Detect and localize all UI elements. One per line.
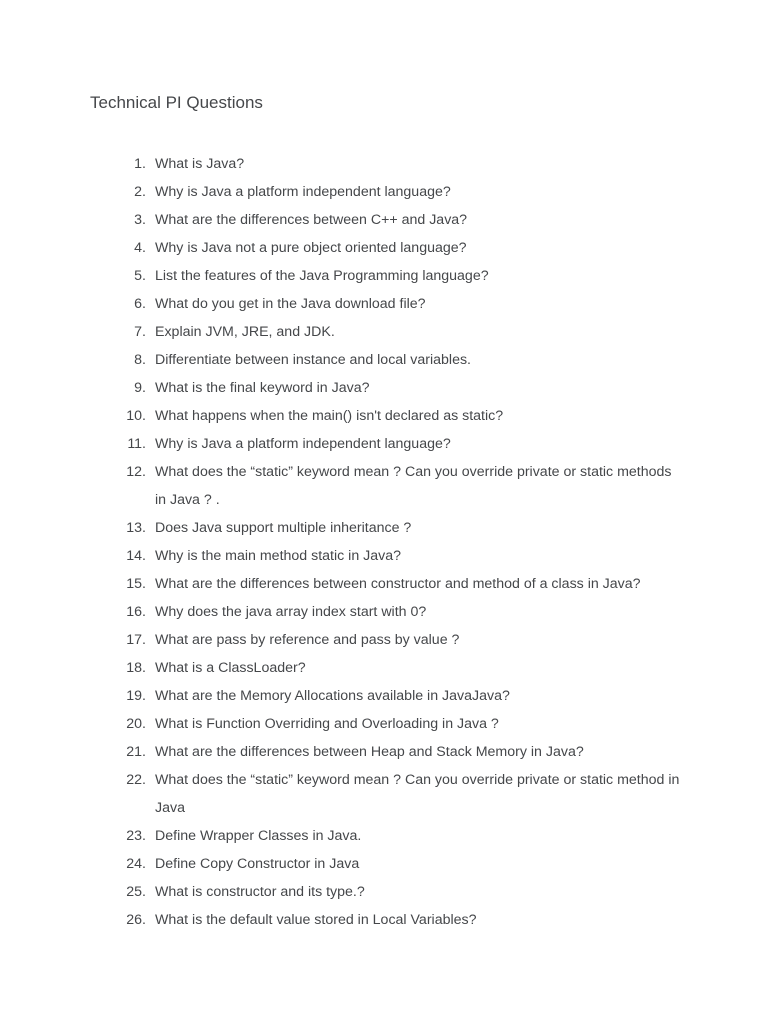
question-number: 2. (134, 184, 146, 200)
list-item (0, 710, 768, 738)
question-text: What happens when the main() isn't declared as static? (155, 408, 504, 424)
question-text: What are the differences between constructor and method of a class in Java? (155, 576, 641, 592)
question-text: Explain JVM, JRE, and JDK. (155, 324, 335, 340)
list-item (0, 682, 768, 710)
question-text: Does Java support multiple inheritance ? (155, 520, 412, 536)
question-number: 21. (126, 744, 146, 760)
list-item (0, 906, 768, 934)
question-text: Define Wrapper Classes in Java. (155, 828, 362, 844)
list-item (0, 178, 768, 206)
question-text: What is constructor and its type.? (155, 884, 365, 900)
list-item (0, 822, 768, 850)
list-item (0, 206, 768, 234)
question-text: What are the Memory Allocations available in JavaJava? (155, 688, 510, 704)
question-text: Why is Java not a pure object oriented language? (155, 240, 467, 256)
question-number: 15. (126, 576, 146, 592)
list-item (0, 878, 768, 906)
question-text: What is the final keyword in Java? (155, 380, 370, 396)
question-text: What are pass by reference and pass by value ? (155, 632, 460, 648)
question-text: Differentiate between instance and local variables. (155, 352, 471, 368)
list-item (0, 514, 768, 542)
question-number: 13. (126, 520, 146, 536)
question-number: 11. (127, 436, 146, 452)
list-item (0, 150, 768, 178)
question-number: 24. (126, 856, 146, 872)
list-item (0, 626, 768, 654)
list-item (0, 738, 768, 766)
list-item (0, 458, 768, 514)
question-number: 16. (126, 604, 146, 620)
question-text: What is Function Overriding and Overloading in Java ? (155, 716, 499, 732)
question-text: Why does the java array index start with 0? (155, 604, 427, 620)
question-number: 3. (134, 212, 146, 228)
question-text: Why is Java a platform independent language? (155, 184, 451, 200)
list-item (0, 766, 768, 822)
list-item (0, 374, 768, 402)
question-text: What is Java? (155, 156, 245, 172)
question-text: Define Copy Constructor in Java (155, 856, 360, 872)
question-text: Why is the main method static in Java? (155, 548, 402, 564)
list-item (0, 262, 768, 290)
question-text: What do you get in the Java download file? (155, 296, 426, 312)
list-item (0, 318, 768, 346)
question-number: 26. (126, 912, 146, 928)
question-number: 12. (126, 464, 146, 480)
question-text: What is the default value stored in Local Variables? (155, 912, 477, 928)
question-number: 10. (126, 408, 146, 424)
question-number: 7. (134, 324, 146, 340)
question-number: 1. (134, 156, 146, 172)
question-list (0, 150, 768, 934)
list-item (0, 402, 768, 430)
list-item (0, 234, 768, 262)
question-number: 18. (126, 660, 146, 676)
list-item (0, 290, 768, 318)
question-number: 22. (126, 772, 146, 788)
question-text: What is a ClassLoader? (155, 660, 306, 676)
page-title: Technical PI Questions (90, 93, 263, 112)
question-text: Why is Java a platform independent language? (155, 436, 451, 452)
question-number: 5. (134, 268, 146, 284)
question-text: What are the differences between C++ and Java? (155, 212, 468, 228)
question-number: 17. (126, 632, 146, 648)
question-number: 25. (126, 884, 146, 900)
question-number: 8. (134, 352, 146, 368)
question-text: What does the “static” keyword mean ? Can you override private or static method in Java (155, 772, 680, 816)
question-number: 19. (126, 688, 146, 704)
question-number: 14. (126, 548, 146, 564)
question-number: 23. (126, 828, 146, 844)
list-item (0, 430, 768, 458)
list-item (0, 346, 768, 374)
question-number: 20. (126, 716, 146, 732)
list-item (0, 598, 768, 626)
question-number: 6. (134, 296, 146, 312)
question-number: 4. (134, 240, 146, 256)
list-item (0, 654, 768, 682)
question-text: What are the differences between Heap and Stack Memory in Java? (155, 744, 584, 760)
list-item (0, 542, 768, 570)
question-text: What does the “static” keyword mean ? Can you override private or static methods in Java ? . (155, 464, 672, 508)
question-text: List the features of the Java Programming language? (155, 268, 489, 284)
list-item (0, 570, 768, 598)
list-item (0, 850, 768, 878)
question-number: 9. (134, 380, 146, 396)
